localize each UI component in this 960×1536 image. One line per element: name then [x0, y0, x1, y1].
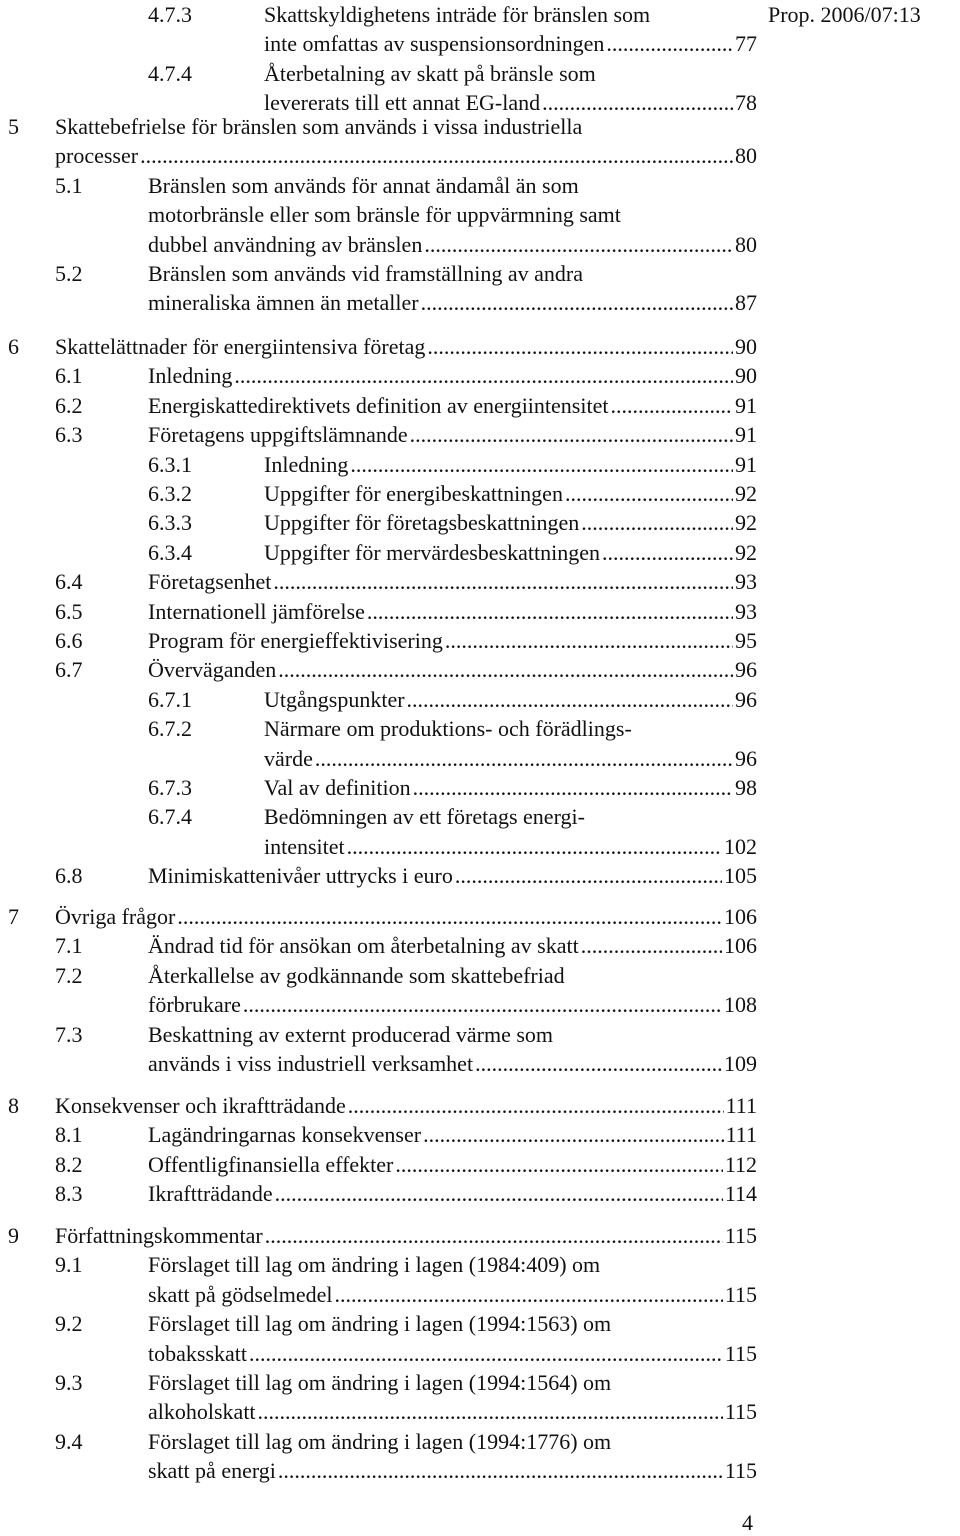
toc-page-number: 91	[735, 392, 757, 418]
toc-title-line	[55, 1221, 757, 1250]
toc-title-text: inte omfattas av suspensionsordningen	[264, 31, 605, 57]
toc-page-number: 92	[735, 539, 757, 565]
toc-leader-dots	[445, 626, 733, 655]
toc-page-number: 96	[735, 745, 757, 771]
toc-title	[148, 1309, 757, 1368]
toc-leader-dots	[140, 141, 733, 170]
toc-title-line	[264, 802, 757, 831]
toc-page-number: 109	[724, 1050, 757, 1076]
toc-title-text: Övriga frågor	[55, 904, 176, 929]
toc-title-text: Företagens uppgiftslämnande	[148, 422, 408, 448]
toc-section-number: 6.7	[55, 657, 83, 683]
toc-entry[interactable]	[0, 1179, 757, 1208]
toc-title-line	[148, 1339, 757, 1368]
toc-title-text: skatt på energi	[148, 1458, 276, 1484]
toc-title-text: Offentligfinansiella effekter	[148, 1151, 394, 1177]
toc-section-number: 6.1	[55, 363, 83, 389]
toc-entry[interactable]	[0, 626, 757, 655]
toc-title	[148, 391, 757, 420]
toc-title-line	[264, 479, 757, 508]
toc-section-number: 6.7.3	[148, 775, 192, 800]
toc-entry[interactable]	[0, 714, 757, 773]
toc-title-text: Förslaget till lag om ändring i lagen (1994:1564) om	[148, 1370, 612, 1395]
toc-title-text: Lagändringarnas konsekvenser	[148, 1122, 422, 1148]
toc-section-number: 6.3.3	[148, 510, 192, 536]
toc-title-line	[264, 0, 757, 29]
toc-title	[55, 332, 757, 361]
toc-title	[264, 773, 757, 802]
toc-entry[interactable]	[0, 0, 757, 59]
toc-entry[interactable]	[0, 1120, 757, 1149]
toc-title-text: Beskattning av externt producerad värme som	[148, 1021, 554, 1047]
toc-entry[interactable]	[0, 567, 757, 596]
toc-title	[264, 714, 757, 773]
toc-section-number: 6.7.2	[148, 716, 192, 742]
toc-page-number: 95	[735, 628, 757, 653]
toc-page-number: 115	[724, 1399, 757, 1425]
toc-entry[interactable]	[0, 1150, 757, 1179]
toc-entry[interactable]	[0, 1020, 757, 1079]
toc-section-number: 4.7.3	[148, 2, 192, 27]
toc-leader-dots	[602, 538, 733, 567]
toc-title-line	[148, 1368, 757, 1397]
toc-page-number: 91	[735, 451, 757, 477]
toc-leader-dots	[367, 597, 733, 626]
toc-entry[interactable]	[0, 391, 757, 420]
toc-title	[148, 171, 757, 259]
toc-title-line	[148, 597, 757, 626]
toc-title-line	[148, 1427, 757, 1456]
toc-title-text: Förslaget till lag om ändring i lagen (1994:1563) om	[148, 1311, 612, 1337]
toc-title	[264, 508, 757, 537]
toc-entry[interactable]	[0, 597, 757, 626]
toc-section-number: 6.8	[55, 863, 83, 889]
toc-section-number: 7	[8, 904, 19, 929]
toc-section-number: 6.7.4	[148, 804, 192, 830]
toc-section-number: 6.6	[55, 628, 83, 653]
toc-page-number: 111	[725, 1122, 757, 1148]
toc-entry[interactable]	[0, 450, 757, 479]
toc-title	[55, 902, 757, 931]
toc-title-text: mineraliska ämnen än metaller	[148, 290, 419, 316]
toc-entry[interactable]	[0, 479, 757, 508]
toc-title-text: intensitet	[264, 833, 345, 859]
toc-page-number: 105	[724, 863, 757, 889]
toc-title-line	[264, 685, 757, 714]
toc-leader-dots	[565, 479, 733, 508]
toc-title-text: tobaksskatt	[148, 1340, 247, 1366]
toc-title-line	[264, 773, 757, 802]
toc-page-number: 115	[724, 1281, 757, 1307]
toc-title-text: Bränslen som används för annat ändamål än som	[148, 172, 579, 198]
toc-entry[interactable]	[0, 773, 757, 802]
toc-section-number: 5	[8, 114, 19, 139]
toc-entry[interactable]	[0, 508, 757, 537]
toc-title-line	[148, 655, 757, 684]
toc-title-line	[148, 1049, 757, 1078]
toc-entry[interactable]	[0, 861, 757, 890]
toc-title-text: Val av definition	[264, 775, 411, 800]
toc-title	[148, 931, 757, 960]
toc-title	[264, 685, 757, 714]
toc-title	[55, 1091, 757, 1120]
toc-page-number: 115	[724, 1223, 757, 1248]
toc-page-number: 111	[725, 1093, 757, 1118]
toc-title	[55, 112, 757, 171]
toc-title-text: Företagsenhet	[148, 569, 272, 595]
toc-title-text: Skattskyldighetens inträde för bränslen som	[264, 2, 651, 27]
toc-leader-dots	[273, 567, 733, 596]
toc-title-text: Förslaget till lag om ändring i lagen (1984:409) om	[148, 1252, 601, 1278]
toc-leader-dots	[421, 288, 733, 317]
toc-leader-dots	[413, 773, 733, 802]
toc-section-number: 6.5	[55, 598, 83, 624]
toc-section-number: 8.2	[55, 1151, 83, 1177]
toc-title-line	[148, 567, 757, 596]
toc-page-number: 92	[735, 510, 757, 536]
toc-leader-dots	[423, 1120, 724, 1149]
toc-title-line	[148, 200, 757, 229]
toc-page-number: 80	[735, 143, 757, 169]
toc-leader-dots	[243, 990, 722, 1019]
toc-leader-dots	[581, 508, 733, 537]
toc-leader-dots	[278, 655, 733, 684]
toc-page-number: 108	[724, 992, 757, 1018]
toc-section-number: 8	[8, 1093, 19, 1118]
toc-title-text: Minimiskattenivåer uttrycks i euro	[148, 863, 453, 889]
toc-page-number: 87	[735, 290, 757, 316]
toc-section-number: 9.3	[55, 1370, 83, 1395]
toc-title-text: Skattelättnader för energiintensiva företag	[55, 334, 426, 359]
toc-title-text: Ikraftträdande	[148, 1181, 273, 1207]
toc-leader-dots	[475, 1049, 722, 1078]
toc-title-text: Ändrad tid för ansökan om återbetalning av skatt	[148, 933, 579, 959]
toc-title-line	[264, 450, 757, 479]
toc-section-number: 9.1	[55, 1252, 83, 1278]
toc-entry[interactable]	[0, 1368, 757, 1427]
toc-page-number: 98	[735, 775, 757, 800]
toc-page-number: 112	[724, 1151, 757, 1177]
toc-title-text: Förslaget till lag om ändring i lagen (1994:1776) om	[148, 1428, 612, 1454]
toc-title-line	[148, 230, 757, 259]
toc-title	[148, 567, 757, 596]
toc-entry[interactable]	[0, 538, 757, 567]
toc-entry[interactable]	[0, 685, 757, 714]
toc-title-text: används i viss industriell verksamhet	[148, 1050, 474, 1076]
toc-title-text: Utgångspunkter	[264, 686, 405, 712]
toc-entry[interactable]	[0, 961, 757, 1020]
toc-leader-dots	[350, 450, 733, 479]
toc-title-line	[148, 391, 757, 420]
toc-page-number: 96	[735, 657, 757, 683]
toc-title-line	[264, 538, 757, 567]
toc-entry[interactable]	[0, 1221, 757, 1250]
toc-entry[interactable]	[0, 1091, 757, 1120]
toc-entry[interactable]	[0, 1427, 757, 1486]
toc-title-text: Skattebefrielse för bränslen som används i vissa industriella	[55, 114, 583, 139]
toc-leader-dots	[427, 332, 733, 361]
toc-leader-dots	[249, 1339, 723, 1368]
toc-title-text: processer	[55, 143, 139, 169]
toc-leader-dots	[234, 361, 733, 390]
toc-section-number: 8.1	[55, 1122, 83, 1148]
toc-leader-dots	[410, 420, 733, 449]
toc-title-line	[264, 59, 757, 88]
page-number: 4	[742, 1510, 753, 1535]
toc-leader-dots	[348, 1091, 724, 1120]
toc-title	[148, 1368, 757, 1427]
toc-title-text: Konsekvenser och ikraftträdande	[55, 1093, 346, 1118]
toc-page-number: 115	[724, 1340, 757, 1366]
toc-title-line	[148, 1150, 757, 1179]
toc-title-text: dubbel användning av bränslen	[148, 231, 423, 257]
toc-page-number: 102	[724, 833, 757, 859]
toc-page-number: 80	[735, 231, 757, 257]
toc-leader-dots	[424, 230, 733, 259]
toc-title-line	[55, 902, 757, 931]
toc-title-line	[148, 1397, 757, 1426]
toc-title	[148, 861, 757, 890]
toc-title	[148, 1179, 757, 1208]
toc-title	[264, 538, 757, 567]
toc-title-line	[148, 1120, 757, 1149]
toc-title	[148, 1250, 757, 1309]
toc-title-text: Bränslen som används vid framställning av andra	[148, 261, 584, 286]
toc-entry[interactable]	[0, 259, 757, 318]
toc-title-line	[148, 259, 757, 288]
toc-title	[148, 1427, 757, 1486]
toc-page-number: 115	[724, 1458, 757, 1484]
toc-entry[interactable]	[0, 1309, 757, 1368]
toc-title	[148, 1020, 757, 1079]
toc-leader-dots	[275, 1179, 723, 1208]
toc-page-number: 93	[735, 598, 757, 624]
toc-section-number: 4.7.4	[148, 60, 192, 86]
toc-entry[interactable]	[0, 931, 757, 960]
toc-title-line	[148, 288, 757, 317]
toc-title	[148, 259, 757, 318]
toc-title-text: Uppgifter för mervärdesbeskattningen	[264, 539, 600, 565]
toc-section-number: 6	[8, 334, 19, 359]
toc-title-line	[264, 744, 757, 773]
toc-leader-dots	[610, 391, 733, 420]
toc-entry[interactable]	[0, 112, 757, 171]
toc-title-text: Överväganden	[148, 657, 277, 683]
toc-section-number: 7.2	[55, 962, 83, 988]
toc-leader-dots	[581, 931, 722, 960]
toc-title-text: Program för energieffektivisering	[148, 628, 443, 653]
toc-title-line	[148, 1456, 757, 1485]
toc-title-text: skatt på gödselmedel	[148, 1281, 333, 1307]
toc-title	[148, 961, 757, 1020]
toc-title-text: alkoholskatt	[148, 1399, 256, 1425]
toc-entry[interactable]	[0, 802, 757, 861]
toc-section-number: 6.7.1	[148, 686, 192, 712]
toc-title	[264, 802, 757, 861]
toc-title	[148, 1120, 757, 1149]
toc-title-line	[148, 626, 757, 655]
toc-title	[55, 1221, 757, 1250]
toc-title-text: Energiskattedirektivets definition av energiintensitet	[148, 392, 609, 418]
toc-leader-dots	[177, 902, 722, 931]
toc-title	[264, 450, 757, 479]
toc-section-number: 6.3.2	[148, 481, 192, 506]
toc-section-number: 6.4	[55, 569, 83, 595]
toc-page-number: 77	[735, 31, 757, 57]
toc-section-number: 7.1	[55, 933, 83, 959]
toc-section-number: 9.2	[55, 1311, 83, 1337]
toc-entry[interactable]	[0, 1250, 757, 1309]
toc-section-number: 9.4	[55, 1428, 83, 1454]
toc-title	[148, 361, 757, 390]
toc-title	[264, 0, 757, 59]
toc-section-number: 9	[8, 1223, 19, 1248]
toc-title-line	[264, 508, 757, 537]
toc-leader-dots	[347, 832, 722, 861]
toc-page-number: 96	[735, 686, 757, 712]
toc-page-number: 114	[724, 1181, 757, 1207]
toc-entry[interactable]	[0, 59, 757, 118]
toc-section-number: 6.3.4	[148, 539, 192, 565]
toc-title	[264, 59, 757, 118]
toc-leader-dots	[606, 29, 733, 58]
toc-title-line	[148, 931, 757, 960]
toc-entry[interactable]	[0, 361, 757, 390]
toc-section-number: 5.1	[55, 172, 83, 198]
toc-section-number: 6.3	[55, 422, 83, 448]
toc-title-line	[148, 1250, 757, 1279]
toc-page-number: 93	[735, 569, 757, 595]
toc-section-number: 6.3.1	[148, 451, 192, 477]
toc-section-number: 8.3	[55, 1181, 83, 1207]
toc-title-line	[264, 714, 757, 743]
toc-entry[interactable]	[0, 332, 757, 361]
toc-section-number: 5.2	[55, 261, 83, 286]
toc-leader-dots	[315, 744, 733, 773]
toc-title-line	[55, 1091, 757, 1120]
toc-title-line	[148, 1309, 757, 1338]
toc-title	[148, 597, 757, 626]
toc-title-line	[148, 1179, 757, 1208]
toc-title-line	[148, 420, 757, 449]
toc-page-number: 90	[735, 334, 757, 359]
toc-page-number: 106	[724, 904, 757, 929]
toc-title-line	[148, 1020, 757, 1049]
toc-title-line	[148, 961, 757, 990]
toc-leader-dots	[335, 1280, 723, 1309]
toc-title-text: Återkallelse av godkännande som skattebefriad	[148, 962, 565, 988]
toc-page-number: 90	[735, 363, 757, 389]
toc-title-text: Bedömningen av ett företags energi-	[264, 804, 585, 830]
toc-title-text: värde	[264, 745, 313, 771]
toc-title	[148, 655, 757, 684]
toc-title-line	[55, 112, 757, 141]
toc-title-line	[148, 1280, 757, 1309]
toc-title-text: Författningskommentar	[55, 1223, 263, 1248]
toc-section-number: 7.3	[55, 1021, 83, 1047]
toc-title-text: Uppgifter för energibeskattningen	[264, 481, 563, 506]
toc-page-number: 91	[735, 422, 757, 448]
toc-page-number: 92	[735, 481, 757, 506]
toc-entry[interactable]	[0, 171, 757, 259]
toc-title-line	[148, 861, 757, 890]
toc-title-text: motorbränsle eller som bränsle för uppvärmning samt	[148, 202, 621, 228]
toc-title-line	[55, 141, 757, 170]
toc-title	[148, 626, 757, 655]
toc-section-number: 6.2	[55, 392, 83, 418]
toc-title-text: Återbetalning av skatt på bränsle som	[264, 60, 596, 86]
toc-entry[interactable]	[0, 902, 757, 931]
toc-title	[148, 1150, 757, 1179]
toc-title-text: förbrukare	[148, 992, 241, 1018]
toc-leader-dots	[258, 1397, 723, 1426]
toc-leader-dots	[455, 861, 722, 890]
toc-title-line	[148, 990, 757, 1019]
toc-page-number: 106	[724, 933, 757, 959]
toc-title	[148, 420, 757, 449]
toc-title-line	[148, 171, 757, 200]
toc-leader-dots	[395, 1150, 722, 1179]
toc-leader-dots	[278, 1456, 723, 1485]
toc-title-text: Inledning	[148, 363, 233, 389]
toc-title-text: levererats till ett annat EG-land	[264, 90, 541, 116]
toc-title-text: Närmare om produktions- och förädlings-	[264, 716, 632, 742]
toc-title-text: Inledning	[264, 451, 349, 477]
toc-leader-dots	[407, 685, 733, 714]
toc-entry[interactable]	[0, 420, 757, 449]
toc-title-line	[148, 361, 757, 390]
toc-page-number: 78	[735, 90, 757, 116]
toc-entry[interactable]	[0, 655, 757, 684]
toc-title-line	[55, 332, 757, 361]
toc-title-line	[264, 29, 757, 58]
toc-title-text: Internationell jämförelse	[148, 598, 365, 624]
toc-title	[264, 479, 757, 508]
document-reference: Prop. 2006/07:13	[768, 2, 921, 27]
toc-title-text: Uppgifter för företagsbeskattningen	[264, 510, 580, 536]
toc-title-line	[264, 832, 757, 861]
toc-leader-dots	[265, 1221, 723, 1250]
